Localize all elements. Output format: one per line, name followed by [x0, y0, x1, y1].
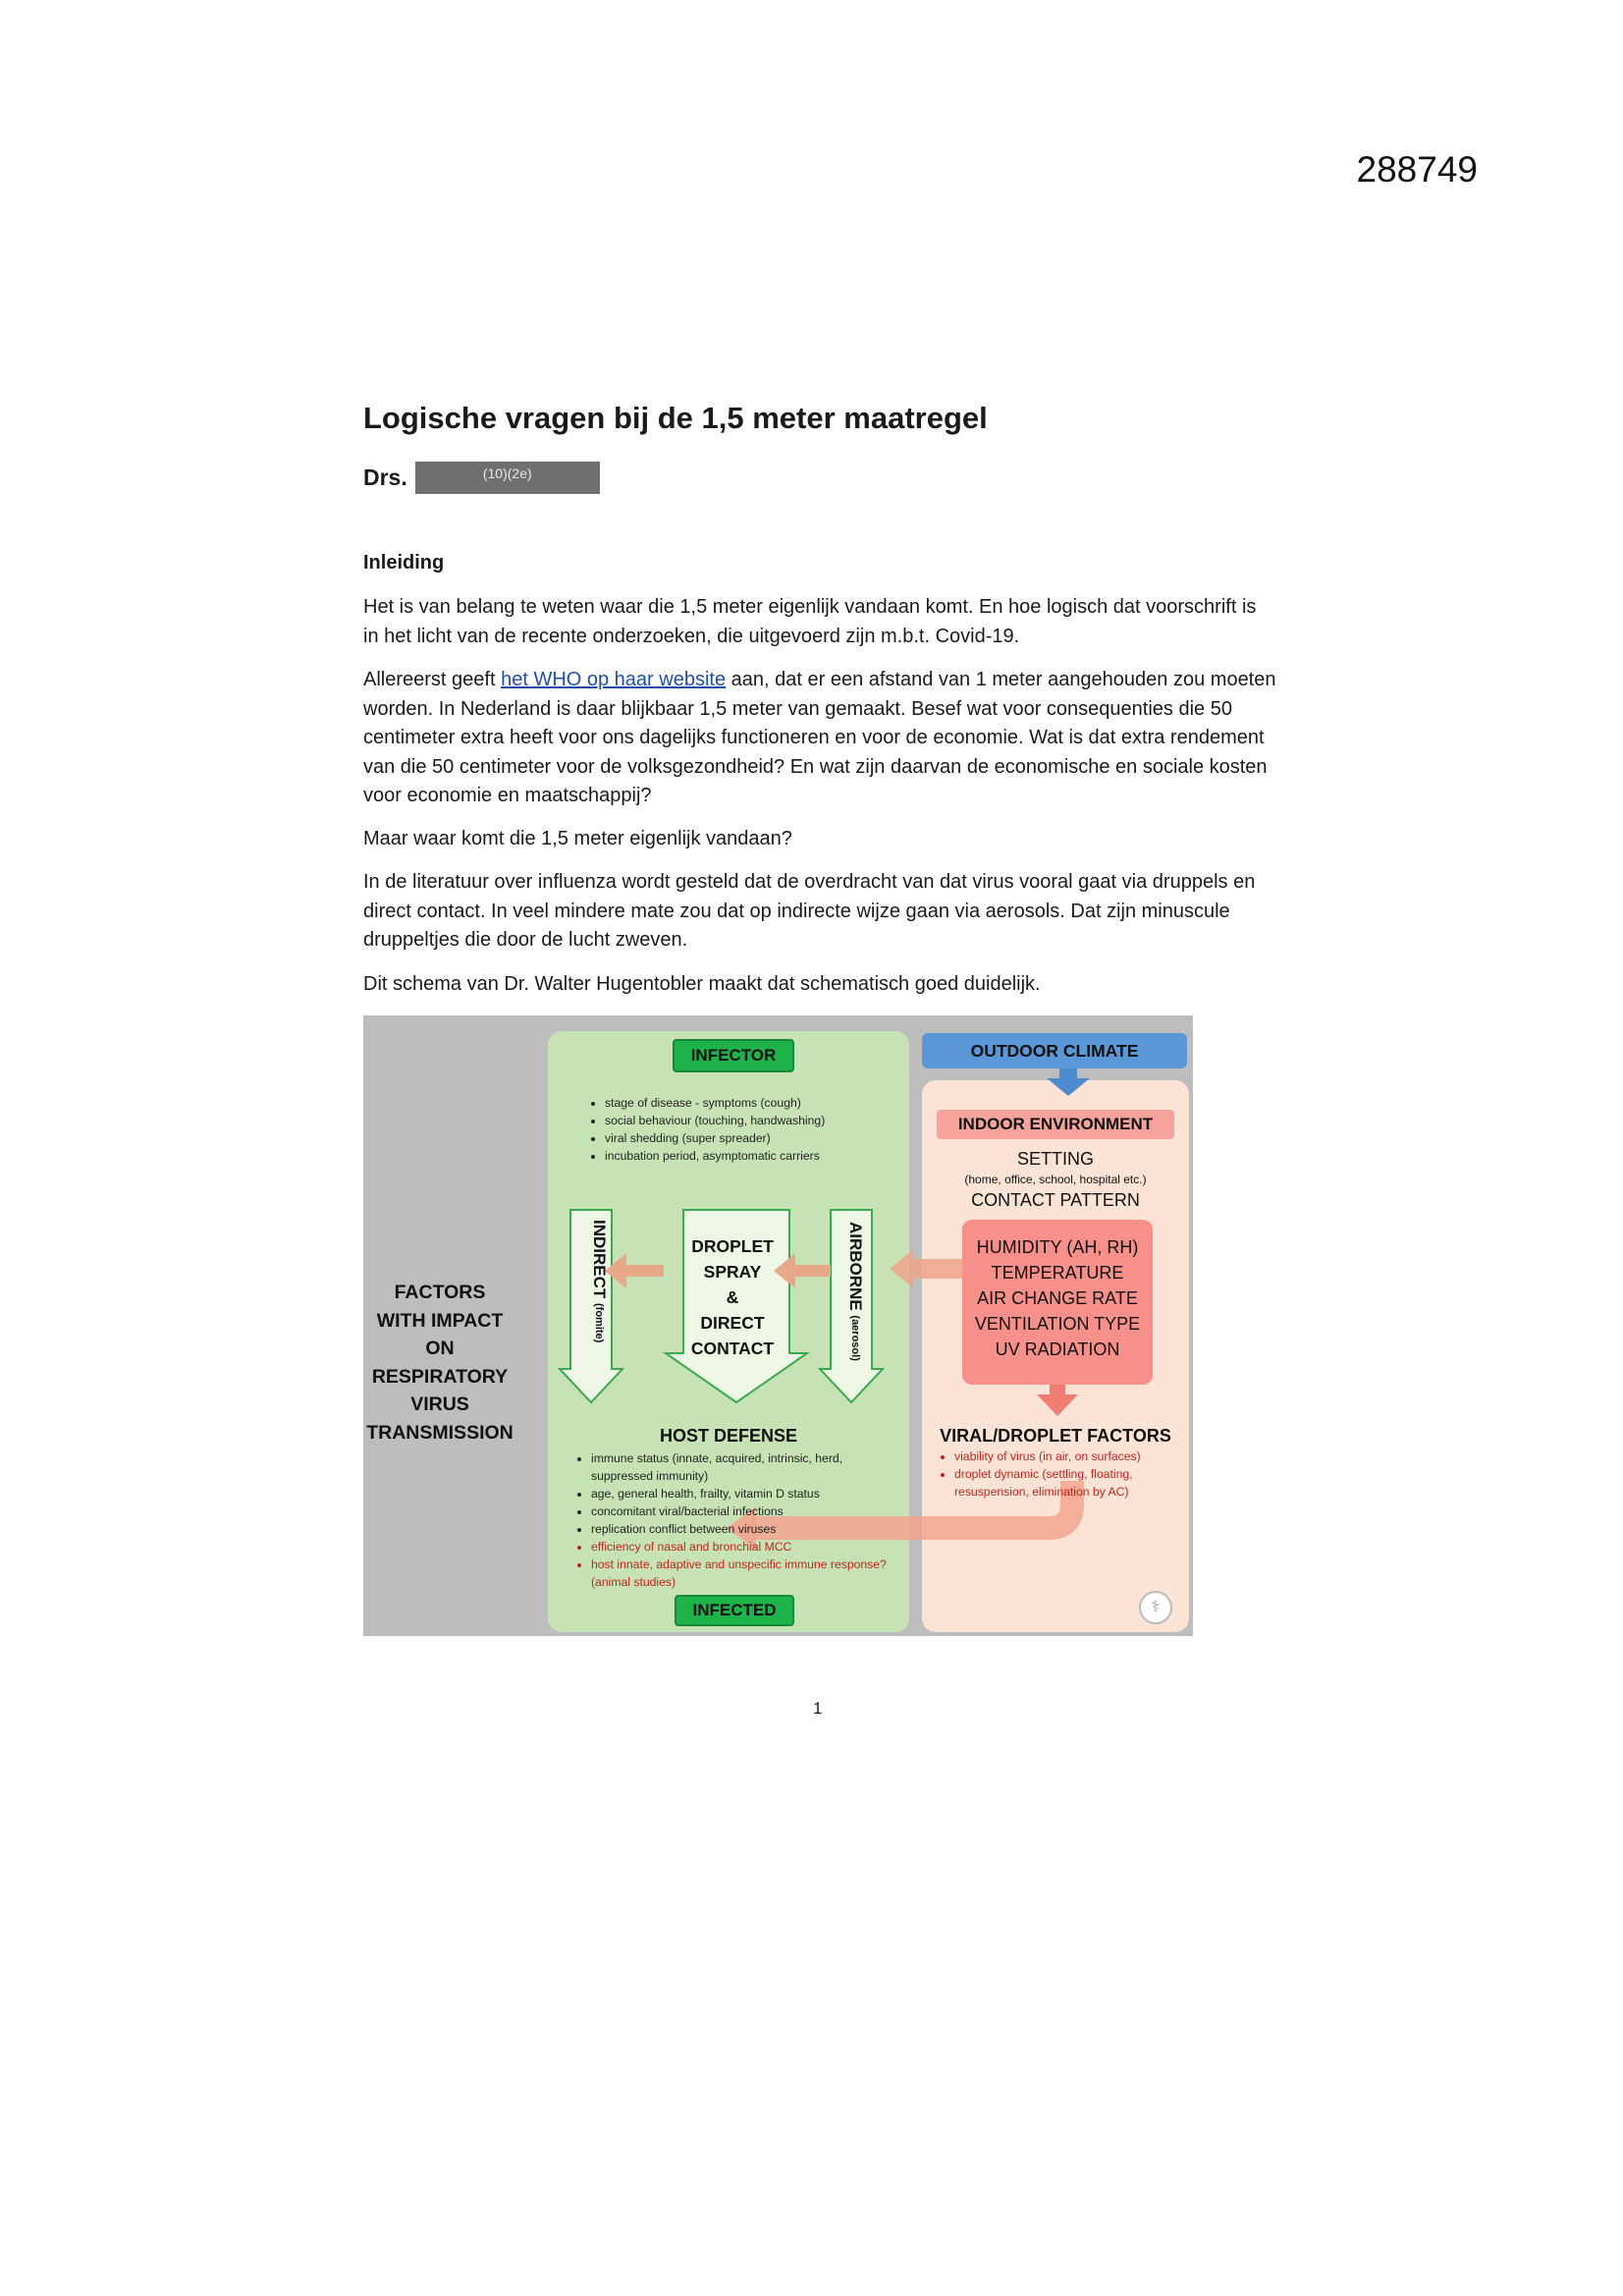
section-heading: Inleiding: [363, 552, 445, 574]
factors-line: VIRUS: [410, 1394, 469, 1415]
list-item: • concomitant viral/bacterial infections: [591, 1503, 905, 1520]
list-item: • viral shedding (super spreader): [605, 1129, 899, 1147]
redaction-block: (10)(2e): [415, 462, 600, 494]
host-defense-list: [577, 1449, 905, 1591]
list-item: • social behaviour (touching, handwashing): [605, 1112, 899, 1129]
paragraph-4: In de literatuur over influenza wordt gesteld dat de overdracht van dat virus vooral gaat via druppels en direct contact. In veel mindere mate zou dat op indirecte wijze gaan via aerosols. Dat zijn minuscule druppeltjes die door de lucht zweven.: [363, 871, 1256, 952]
paragraph-5: Dit schema van Dr. Walter Hugentobler maakt dat schematisch goed duidelijk.: [363, 973, 1041, 995]
indoor-environment-box: INDOOR ENVIRONMENT: [937, 1110, 1174, 1139]
page-number: 1: [813, 1699, 823, 1718]
factors-line: RESPIRATORY: [371, 1365, 509, 1388]
factors-line: WITH IMPACT: [376, 1309, 504, 1332]
indoor-factor-item: VENTILATION TYPE: [974, 1314, 1141, 1334]
viral-factors-list: [941, 1448, 1190, 1501]
indoor-factor-item: AIR CHANGE RATE: [977, 1288, 1138, 1308]
list-item: • incubation period, asymptomatic carriers: [605, 1147, 899, 1165]
viral-droplet-factors-title: VIRAL/DROPLET FACTORS: [940, 1426, 1171, 1446]
factors-down-arrow: [1037, 1385, 1078, 1416]
list-item: • host innate, adaptive and unspecific immune response? (animal studies): [591, 1556, 905, 1591]
list-item: • immune status (innate, acquired, intrinsic, herd, suppressed immunity): [591, 1449, 905, 1485]
list-item: • efficiency of nasal and bronchial MCC: [591, 1538, 905, 1556]
infected-badge: INFECTED: [675, 1595, 794, 1626]
indoor-factor-item: UV RADIATION: [995, 1339, 1120, 1359]
document-id: 288749: [1356, 149, 1478, 190]
droplet-line: DROPLET: [691, 1236, 774, 1256]
list-item: • droplet dynamic (settling, floating, resuspension, elimination by AC): [954, 1465, 1190, 1501]
indoor-factor-item: TEMPERATURE: [991, 1263, 1124, 1283]
paragraph-2-rest: aan, dat er een afstand van 1 meter aangehouden zou moeten worden. In Nederland is daar blijkbaar 1,5 meter van gemaakt. Besef wat voor consequenties die 50 centimeter extra heeft voor ons dagelijks functioneren en voor de economie. Wat is dat extra rendement van die 50 centimeter voor de volksgezondheid? En wat zijn daarvan de economische en sociale kosten voor economie en maatschappij?: [363, 669, 1276, 807]
paragraph-2-start: Allereerst geeft: [363, 669, 502, 690]
contact-pattern-label: CONTACT PATTERN: [971, 1190, 1140, 1210]
droplet-line: SPRAY: [703, 1262, 762, 1282]
droplet-line: DIRECT: [700, 1313, 765, 1333]
list-item: • replication conflict between viruses: [591, 1520, 905, 1538]
host-defense-title: HOST DEFENSE: [659, 1426, 798, 1446]
droplet-line: &: [726, 1287, 739, 1307]
list-item: • viability of virus (in air, on surfaces): [954, 1448, 1190, 1465]
droplet-label: [679, 1233, 785, 1361]
paragraph-2: [363, 666, 1276, 811]
airborne-label: [845, 1222, 865, 1361]
paragraph-1: Het is van belang te weten waar die 1,5 meter eigenlijk vandaan komt. En hoe logisch dat voorschrift is in het licht van de recente onderzoeken, die uitgevoerd zijn m.b.t. Covid-19.: [363, 596, 1257, 647]
airborne-main: AIRBORNE: [846, 1222, 865, 1311]
author-logo-icon: ⚕: [1139, 1591, 1172, 1624]
indoor-factor-item: HUMIDITY (AH, RH): [976, 1237, 1139, 1257]
setting-label: SETTING: [1016, 1149, 1094, 1169]
author-prefix: Drs.: [363, 465, 407, 490]
outdoor-climate-box: OUTDOOR CLIMATE: [922, 1033, 1187, 1068]
droplet-to-indirect-arrow: [605, 1253, 664, 1288]
factors-line: FACTORS: [394, 1282, 486, 1303]
transmission-diagram: [363, 1015, 1193, 1636]
who-website-link[interactable]: het WHO op haar website: [501, 669, 727, 690]
airborne-sub: (aerosol): [849, 1315, 861, 1361]
indirect-main: INDIRECT: [590, 1220, 609, 1299]
author-line: [363, 462, 600, 494]
setting-sub-label: (home, office, school, hospital etc.): [964, 1173, 1147, 1186]
indirect-label: [589, 1220, 609, 1342]
outdoor-down-arrow: [1047, 1068, 1090, 1096]
factors-line: ON: [425, 1338, 455, 1359]
page-title: Logische vragen bij de 1,5 meter maatregel: [363, 401, 988, 435]
list-item: • age, general health, frailty, vitamin D status: [591, 1485, 905, 1503]
indirect-sub: (fomite): [593, 1303, 605, 1343]
paragraph-3: Maar waar komt die 1,5 meter eigenlijk vandaan?: [363, 828, 792, 849]
list-item: • stage of disease - symptoms (cough): [605, 1094, 899, 1112]
factors-line: TRANSMISSION: [366, 1421, 514, 1444]
indoor-to-airborne-arrow: [890, 1249, 962, 1288]
infector-badge: INFECTOR: [673, 1039, 794, 1072]
droplet-line: CONTACT: [690, 1339, 775, 1358]
